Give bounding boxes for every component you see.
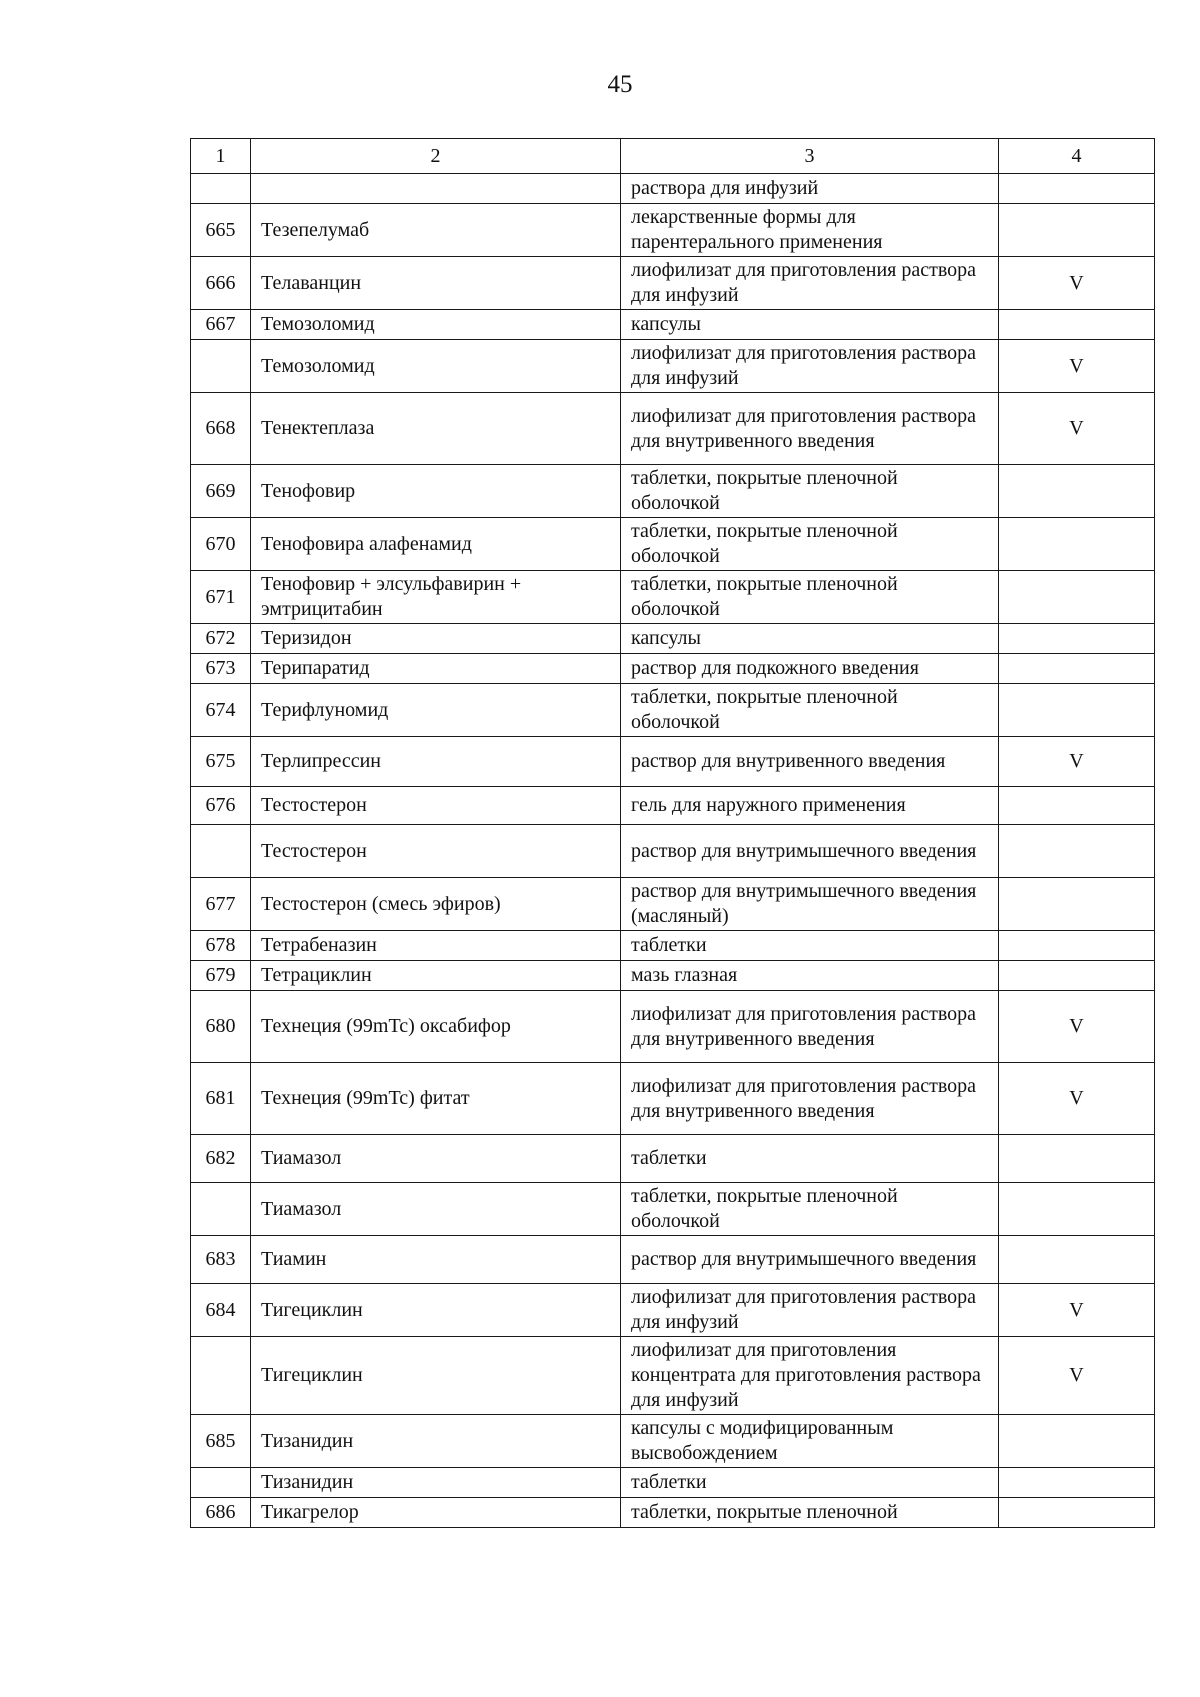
cell-number: 675 xyxy=(191,737,251,787)
cell-dosage-form: лекарственные формы для парентерального применения xyxy=(621,204,999,257)
table-row xyxy=(191,340,1155,393)
cell-number: 685 xyxy=(191,1415,251,1468)
cell-dosage-form: лиофилизат для приготовления раствора для инфузий xyxy=(621,1284,999,1337)
table-row xyxy=(191,1415,1155,1468)
cell-drug-name: Тенектеплаза xyxy=(251,393,621,465)
table-row xyxy=(191,878,1155,931)
table-row xyxy=(191,1135,1155,1183)
drug-table xyxy=(190,138,1155,1528)
cell-dosage-form: капсулы с модифицированным высвобождением xyxy=(621,1415,999,1468)
cell-mark xyxy=(999,174,1155,204)
cell-number: 682 xyxy=(191,1135,251,1183)
cell-dosage-form: лиофилизат для приготовления раствора для инфузий xyxy=(621,340,999,393)
cell-dosage-form: раствор для внутривенного введения xyxy=(621,737,999,787)
cell-mark xyxy=(999,1468,1155,1498)
table-row xyxy=(191,991,1155,1063)
cell-number: 674 xyxy=(191,684,251,737)
table-row xyxy=(191,1337,1155,1415)
cell-number: 665 xyxy=(191,204,251,257)
cell-number: 670 xyxy=(191,518,251,571)
cell-drug-name: Тенофовира алафенамид xyxy=(251,518,621,571)
table-row xyxy=(191,1498,1155,1528)
cell-drug-name: Тестостерон (смесь эфиров) xyxy=(251,878,621,931)
cell-drug-name: Тестостерон xyxy=(251,825,621,878)
cell-dosage-form: лиофилизат для приготовления концентрата для приготовления раствора для инфузий xyxy=(621,1337,999,1415)
cell-mark xyxy=(999,684,1155,737)
cell-drug-name: Тетрабеназин xyxy=(251,931,621,961)
table-row xyxy=(191,1063,1155,1135)
cell-number xyxy=(191,1468,251,1498)
cell-drug-name: Технеция (99mTc) оксабифор xyxy=(251,991,621,1063)
cell-number: 676 xyxy=(191,787,251,825)
cell-number: 673 xyxy=(191,654,251,684)
cell-mark xyxy=(999,1498,1155,1528)
cell-drug-name: Темозоломид xyxy=(251,340,621,393)
table-row xyxy=(191,571,1155,624)
cell-mark: V xyxy=(999,257,1155,310)
cell-dosage-form: таблетки, покрытые пленочной оболочкой xyxy=(621,571,999,624)
cell-dosage-form: раствора для инфузий xyxy=(621,174,999,204)
cell-mark: V xyxy=(999,340,1155,393)
cell-dosage-form: мазь глазная xyxy=(621,961,999,991)
table-row xyxy=(191,654,1155,684)
cell-drug-name: Технеция (99mTc) фитат xyxy=(251,1063,621,1135)
table-row xyxy=(191,393,1155,465)
cell-mark xyxy=(999,624,1155,654)
cell-drug-name: Тиамазол xyxy=(251,1135,621,1183)
cell-mark: V xyxy=(999,737,1155,787)
header-col-1: 1 xyxy=(191,139,251,174)
cell-dosage-form: таблетки, покрытые пленочной оболочкой xyxy=(621,684,999,737)
table-row xyxy=(191,1236,1155,1284)
cell-dosage-form: таблетки xyxy=(621,1468,999,1498)
table-row xyxy=(191,787,1155,825)
cell-number xyxy=(191,1183,251,1236)
table-row xyxy=(191,204,1155,257)
cell-dosage-form: лиофилизат для приготовления раствора для внутривенного введения xyxy=(621,393,999,465)
table-row xyxy=(191,174,1155,204)
cell-number: 680 xyxy=(191,991,251,1063)
table-header-row xyxy=(191,139,1155,174)
cell-drug-name: Телаванцин xyxy=(251,257,621,310)
cell-mark xyxy=(999,518,1155,571)
cell-number xyxy=(191,340,251,393)
cell-dosage-form: лиофилизат для приготовления раствора для внутривенного введения xyxy=(621,991,999,1063)
table-body xyxy=(191,139,1155,1528)
cell-dosage-form: таблетки xyxy=(621,1135,999,1183)
cell-dosage-form: раствор для внутримышечного введения (масляный) xyxy=(621,878,999,931)
cell-number xyxy=(191,825,251,878)
table-row xyxy=(191,1284,1155,1337)
cell-number: 668 xyxy=(191,393,251,465)
cell-mark xyxy=(999,961,1155,991)
table-row xyxy=(191,624,1155,654)
cell-number: 686 xyxy=(191,1498,251,1528)
cell-mark xyxy=(999,465,1155,518)
cell-dosage-form: таблетки, покрытые пленочной оболочкой xyxy=(621,465,999,518)
table-row xyxy=(191,684,1155,737)
cell-dosage-form: лиофилизат для приготовления раствора для инфузий xyxy=(621,257,999,310)
cell-drug-name: Тенофовир xyxy=(251,465,621,518)
header-col-3: 3 xyxy=(621,139,999,174)
cell-number: 679 xyxy=(191,961,251,991)
cell-number: 683 xyxy=(191,1236,251,1284)
cell-number xyxy=(191,174,251,204)
table-row xyxy=(191,465,1155,518)
table-row xyxy=(191,825,1155,878)
cell-drug-name xyxy=(251,174,621,204)
cell-number: 681 xyxy=(191,1063,251,1135)
cell-number: 672 xyxy=(191,624,251,654)
cell-dosage-form: раствор для внутримышечного введения xyxy=(621,825,999,878)
cell-mark xyxy=(999,1236,1155,1284)
cell-drug-name: Терифлуномид xyxy=(251,684,621,737)
cell-mark: V xyxy=(999,1063,1155,1135)
cell-number: 684 xyxy=(191,1284,251,1337)
cell-dosage-form: таблетки, покрытые пленочной оболочкой xyxy=(621,1183,999,1236)
cell-drug-name: Тикагрелор xyxy=(251,1498,621,1528)
cell-mark xyxy=(999,571,1155,624)
table-row xyxy=(191,518,1155,571)
cell-drug-name: Теризидон xyxy=(251,624,621,654)
cell-mark xyxy=(999,878,1155,931)
cell-drug-name: Тигециклин xyxy=(251,1284,621,1337)
cell-drug-name: Терлипрессин xyxy=(251,737,621,787)
cell-mark xyxy=(999,310,1155,340)
cell-number: 669 xyxy=(191,465,251,518)
cell-number: 666 xyxy=(191,257,251,310)
cell-dosage-form: раствор для подкожного введения xyxy=(621,654,999,684)
cell-mark: V xyxy=(999,1337,1155,1415)
cell-drug-name: Тигециклин xyxy=(251,1337,621,1415)
cell-dosage-form: капсулы xyxy=(621,624,999,654)
cell-dosage-form: гель для наружного применения xyxy=(621,787,999,825)
cell-mark xyxy=(999,825,1155,878)
cell-drug-name: Тенофовир + элсульфавирин + эмтрицитабин xyxy=(251,571,621,624)
cell-drug-name: Темозоломид xyxy=(251,310,621,340)
cell-drug-name: Тетрациклин xyxy=(251,961,621,991)
cell-dosage-form: таблетки, покрытые пленочной xyxy=(621,1498,999,1528)
cell-mark xyxy=(999,654,1155,684)
table-row xyxy=(191,1468,1155,1498)
cell-dosage-form: раствор для внутримышечного введения xyxy=(621,1236,999,1284)
cell-drug-name: Терипаратид xyxy=(251,654,621,684)
table-row xyxy=(191,931,1155,961)
cell-drug-name: Тиамин xyxy=(251,1236,621,1284)
cell-dosage-form: таблетки xyxy=(621,931,999,961)
table-row xyxy=(191,961,1155,991)
table-row xyxy=(191,737,1155,787)
cell-mark xyxy=(999,1415,1155,1468)
cell-number xyxy=(191,1337,251,1415)
cell-mark xyxy=(999,931,1155,961)
cell-number: 667 xyxy=(191,310,251,340)
cell-mark: V xyxy=(999,393,1155,465)
cell-drug-name: Тестостерон xyxy=(251,787,621,825)
cell-dosage-form: таблетки, покрытые пленочной оболочкой xyxy=(621,518,999,571)
cell-drug-name: Тезепелумаб xyxy=(251,204,621,257)
cell-dosage-form: лиофилизат для приготовления раствора для внутривенного введения xyxy=(621,1063,999,1135)
table-row xyxy=(191,310,1155,340)
cell-number: 678 xyxy=(191,931,251,961)
table-row xyxy=(191,1183,1155,1236)
cell-drug-name: Тиамазол xyxy=(251,1183,621,1236)
cell-drug-name: Тизанидин xyxy=(251,1468,621,1498)
header-col-2: 2 xyxy=(251,139,621,174)
cell-mark: V xyxy=(999,1284,1155,1337)
cell-mark xyxy=(999,1183,1155,1236)
cell-mark xyxy=(999,204,1155,257)
cell-number: 671 xyxy=(191,571,251,624)
cell-number: 677 xyxy=(191,878,251,931)
table-row xyxy=(191,257,1155,310)
cell-dosage-form: капсулы xyxy=(621,310,999,340)
header-col-4: 4 xyxy=(999,139,1155,174)
cell-drug-name: Тизанидин xyxy=(251,1415,621,1468)
cell-mark: V xyxy=(999,991,1155,1063)
page-number: 45 xyxy=(607,71,633,98)
cell-mark xyxy=(999,1135,1155,1183)
cell-mark xyxy=(999,787,1155,825)
